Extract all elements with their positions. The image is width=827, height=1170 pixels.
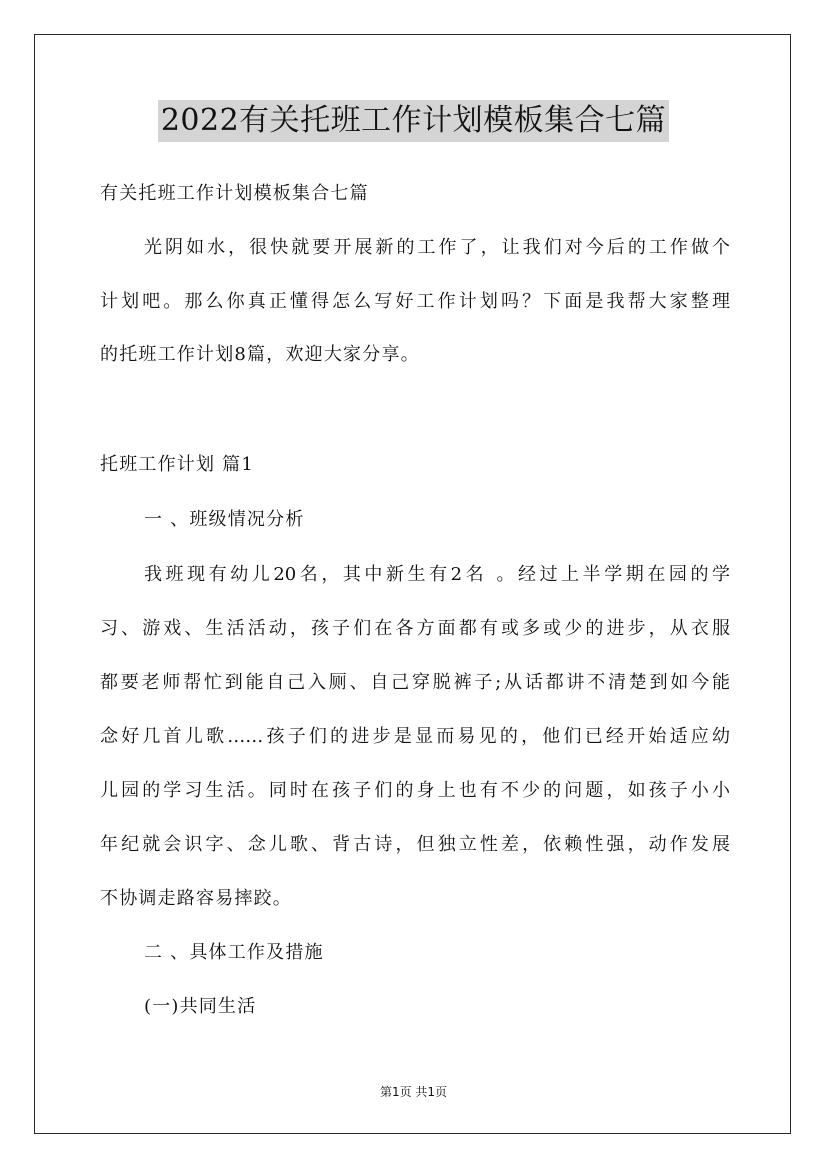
body-line-1: 我班现有幼儿20名，其中新生有2名 。经过上半学期在园的学: [144, 564, 730, 585]
intro-line-2: 计划吧。那么你真正懂得怎么写好工作计划吗？下面是我帮大家整理: [100, 291, 730, 312]
body-line-2: 习、游戏、生活活动，孩子们在各方面都有或多或少的进步，从衣服: [100, 618, 730, 639]
body-line-6: 年纪就会识字、念儿歌、背古诗，但独立性差，依赖性强，动作发展: [100, 834, 730, 855]
section-heading: 托班工作计划 篇1: [100, 454, 254, 475]
document-subtitle: 有关托班工作计划模板集合七篇: [100, 183, 369, 204]
intro-line-1: 光阴如水，很快就要开展新的工作了，让我们对今后的工作做个: [144, 237, 730, 258]
body-line-7: 不协调走路容易摔跤。: [100, 888, 292, 909]
page-number: 第1页 共1页: [379, 1085, 448, 1099]
part-one-heading: 一 、班级情况分析: [144, 509, 305, 530]
body-line-5: 儿园的学习生活。同时在孩子们的身上也有不少的问题，如孩子小小: [100, 780, 730, 801]
document-title-text: 2022有关托班工作计划模板集合七篇: [158, 100, 669, 142]
sub-heading: (一)共同生活: [144, 996, 257, 1017]
part-two-heading: 二 、具体工作及措施: [144, 942, 324, 963]
body-line-4: 念好几首儿歌……孩子们的进步是显而易见的，他们已经开始适应幼: [100, 726, 730, 747]
body-line-3: 都要老师帮忙到能自己入厕、自己穿脱裤子;从话都讲不清楚到如今能: [100, 672, 730, 693]
document-title: [0, 100, 827, 142]
intro-line-3: 的托班工作计划8篇，欢迎大家分享。: [100, 344, 420, 365]
